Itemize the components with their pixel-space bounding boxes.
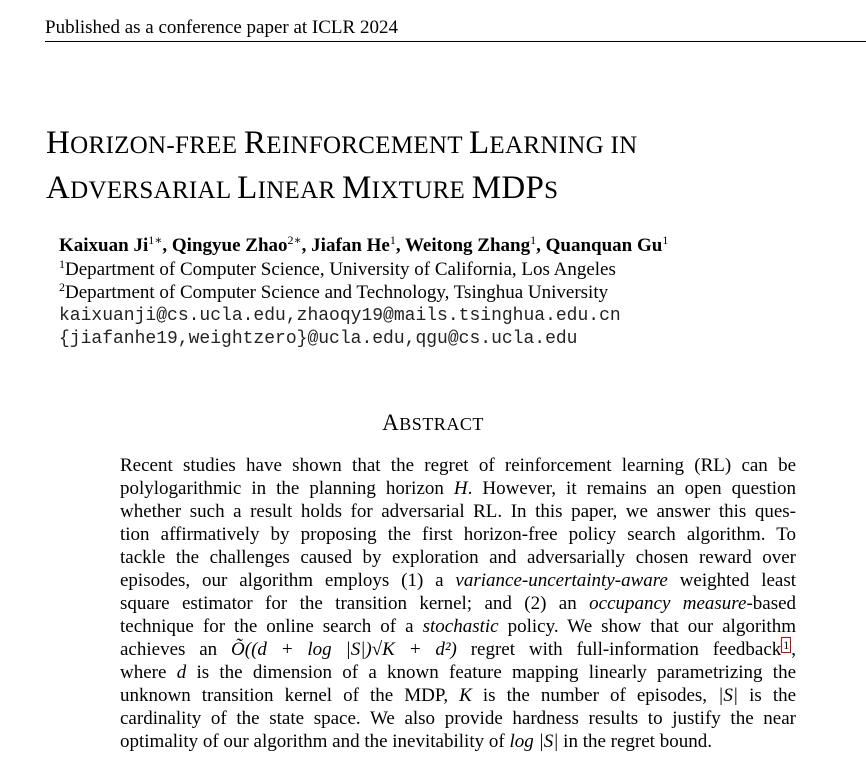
text-run: policy. We show that our algorithm — [507, 616, 796, 637]
author-affil-mark: 2∗ — [287, 233, 302, 247]
text-run: in the regret bound. — [563, 731, 712, 752]
paper-title — [46, 122, 846, 212]
author-affil-mark: 1 — [389, 233, 396, 247]
title-line-1 — [46, 122, 846, 167]
text-run: regret with full-information feedback — [470, 639, 782, 660]
text-run: achieves an — [120, 639, 218, 660]
abstract-body — [120, 454, 796, 753]
text-run: square estimator for the transition kernel; and (2) an — [120, 593, 577, 614]
abstract-line — [120, 730, 796, 753]
abstract-line — [120, 592, 796, 615]
title-word: L — [468, 125, 490, 161]
title-word-rest: EINFORCEMENT — [266, 132, 469, 159]
math-logS: log |S| — [509, 731, 559, 752]
title-word: MDP — [471, 170, 545, 206]
title-word-rest: EARNING IN — [489, 132, 638, 159]
title-word: H — [46, 125, 71, 161]
title-word: M — [342, 170, 372, 206]
math-K: K — [459, 685, 472, 706]
affiliation-mark: 2 — [59, 280, 65, 294]
email-line-2: {jiafanhe19,weightzero}@ucla.edu,qgu@cs.ucla.edu — [59, 329, 578, 349]
text-run: polylogarithmic in the planning horizon — [120, 478, 444, 499]
title-line-2 — [46, 167, 846, 212]
text-run: , — [791, 639, 797, 660]
math-H: H — [453, 478, 468, 499]
author-affil-mark: 1∗ — [148, 233, 163, 247]
math-d: d — [176, 662, 187, 683]
abstract-line: Recent studies have shown that the regret of reinforcement learning (RL) can be — [120, 455, 796, 476]
affiliation-mark: 1 — [59, 257, 65, 271]
affiliation-text: Department of Computer Science, University of California, Los Angeles — [65, 259, 616, 280]
italic-term: stochastic — [422, 616, 499, 637]
footnote-link[interactable]: 1 — [783, 638, 790, 652]
text-run: where — [120, 662, 167, 683]
italic-term: variance-uncertainty-aware — [455, 570, 668, 591]
text-run: optimality of our algorithm and the inevitability of — [120, 731, 505, 752]
abstract-line: cardinality of the state space. We also provide hardness results to justify the near — [120, 708, 796, 729]
math-regret-bound: Õ((d + log |S|)√K + d²) — [231, 639, 457, 660]
affiliation-1 — [59, 258, 616, 281]
author-name: Jiafan He — [311, 235, 390, 256]
abstract-heading — [0, 410, 866, 436]
abstract-line: tackle the challenges caused by exploration and adversarially chosen reward over — [120, 547, 796, 568]
text-run: unknown transition kernel of the MDP, — [120, 685, 449, 706]
title-word-rest: ORIZON-FREE — [70, 132, 244, 159]
affiliation-2 — [59, 281, 608, 304]
abstract-heading-rest: BSTRACT — [399, 414, 484, 434]
abstract-heading-cap: A — [382, 410, 400, 435]
title-word: A — [46, 170, 71, 206]
abstract-line: tion affirmatively by proposing the first horizon-free policy search algorithm. To — [120, 524, 796, 545]
text-run: technique for the online search of a — [120, 616, 414, 637]
text-run: . However, it remains an open question — [467, 478, 797, 499]
title-word: R — [243, 125, 267, 161]
text-run: -based — [746, 593, 797, 614]
abstract-line — [120, 661, 796, 684]
title-word-rest: DVERSARIAL — [70, 177, 238, 204]
title-word-rest: IXTURE — [371, 177, 472, 204]
email-line-1: kaixuanji@cs.ucla.edu,zhaoqy19@mails.tsinghua.edu.cn — [59, 306, 621, 326]
italic-term: occupancy measure — [589, 593, 747, 614]
math-S: |S| — [718, 685, 739, 706]
text-run: weighted least — [679, 570, 797, 591]
abstract-line — [120, 615, 796, 638]
author-list: Kaixuan $Ji^{1∗}$, Qingyue Zhao$^{2∗}$, Jiafan He$^1$, Weitong Zhang$^1$, Quanquan Gu$^1$ — [59, 233, 669, 256]
affiliation-text: Department of Computer Science and Technology, Tsinghua University — [65, 282, 609, 303]
conference-header: Published as a conference paper at ICLR 2024 — [45, 16, 866, 42]
text-run: is the — [749, 685, 797, 706]
abstract-line — [120, 638, 796, 661]
title-word-rest: S — [544, 177, 559, 204]
title-word: L — [237, 170, 258, 206]
author-name: Kaixuan Ji — [59, 235, 149, 256]
abstract-line: whether such a result holds for adversarial RL. In this paper, we answer this ques- — [120, 501, 796, 522]
text-run: episodes, our algorithm employs (1) a — [120, 570, 444, 591]
author-name: Quanquan Gu — [545, 235, 663, 256]
abstract-line — [120, 569, 796, 592]
text-run: is the dimension of a known feature mapping linearly parametrizing the — [196, 662, 797, 683]
title-word-rest: INEAR — [257, 177, 343, 204]
author-affil-mark: 1 — [662, 233, 669, 247]
author-name: Weitong Zhang — [404, 235, 531, 256]
author-affil-mark: 1 — [530, 233, 537, 247]
author-name: Qingyue Zhao — [171, 235, 288, 256]
text-run: is the number of episodes, — [482, 685, 708, 706]
abstract-line — [120, 477, 796, 500]
abstract-line — [120, 684, 796, 707]
